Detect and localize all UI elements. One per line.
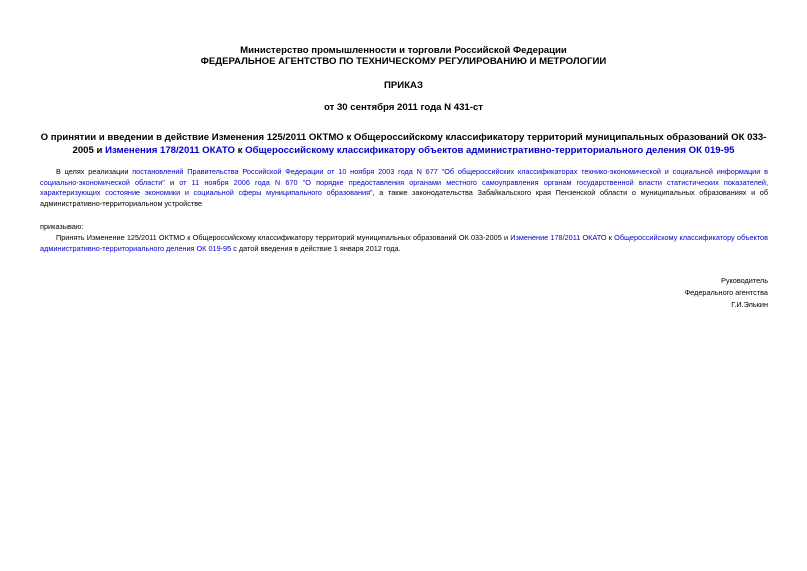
p1-text-2: и (164, 177, 180, 187)
doc-type: ПРИКАЗ (384, 80, 423, 91)
title-text-1: О принятии и введении в действие Изменения 125/2011 ОКТМО к Общероссийскому классификатору территорий муниципальных образований ОК 033-2005 и (40, 132, 767, 156)
ministry-name: Министерство промышленности и торговли Российской Федерации (240, 45, 567, 56)
doc-date: от 30 сентября 2011 года N 431-ст (323, 102, 483, 113)
paragraph-order (40, 233, 768, 254)
link-decree-677[interactable]: постановлений Правительства Российской Федерации от 10 ноября 2003 года N 677 "Об общероссийских классификаторах технико-экономической и социальной информации в социально-экономической области" (40, 167, 768, 187)
signature-block (560, 275, 768, 311)
agency-name: ФЕДЕРАЛЬНОЕ АГЕНТСТВО ПО ТЕХНИЧЕСКОМУ РЕГУЛИРОВАНИЮ И МЕТРОЛОГИИ (200, 56, 607, 67)
signature-name: Г.И.Элькин (731, 300, 768, 309)
p2-text-1: Принять Изменение 125/2011 ОКТМО к Общероссийскому классификатору территорий муниципальных образований ОК 033-2005 и (56, 233, 511, 242)
title-link-change-okato[interactable]: Изменения 178/2011 ОКАТО (105, 145, 236, 156)
p2-text-2: к (606, 233, 615, 242)
order-word: приказываю: (40, 222, 84, 231)
p1-text-1: В целях реализации (56, 167, 133, 176)
p2-text-3: с датой введения в действие 1 января 2012 года. (231, 243, 401, 253)
paragraph-preamble (40, 167, 768, 209)
title-text-2: к (235, 145, 246, 156)
page-title (40, 131, 767, 157)
link-decree-670[interactable]: от 11 ноября 2006 года N 670 "О порядке предоставления органами местного самоуправления органам государственной власти статистических показателей, характеризующих состояние экономики и социальной сферы муниципального образования" (40, 177, 768, 198)
signature-role: Руководитель (720, 276, 768, 285)
signature-agency: Федерального агентства (684, 288, 768, 297)
link-classifier-ok019[interactable]: Общероссийскому классификатору объектов административно-территориального деления ОК 019-95 (40, 233, 768, 253)
title-link-classifier[interactable]: Общероссийскому классификатору объектов административно-территориального деления ОК 019-95 (245, 145, 735, 156)
document-header (40, 45, 767, 67)
link-change-178[interactable]: Изменение 178/2011 ОКАТО (510, 233, 607, 242)
p1-text-3: , а также законодательства Забайкальского края Пензенской области о муниципальных образованиях и об административно-территориальном устройстве (40, 188, 768, 208)
